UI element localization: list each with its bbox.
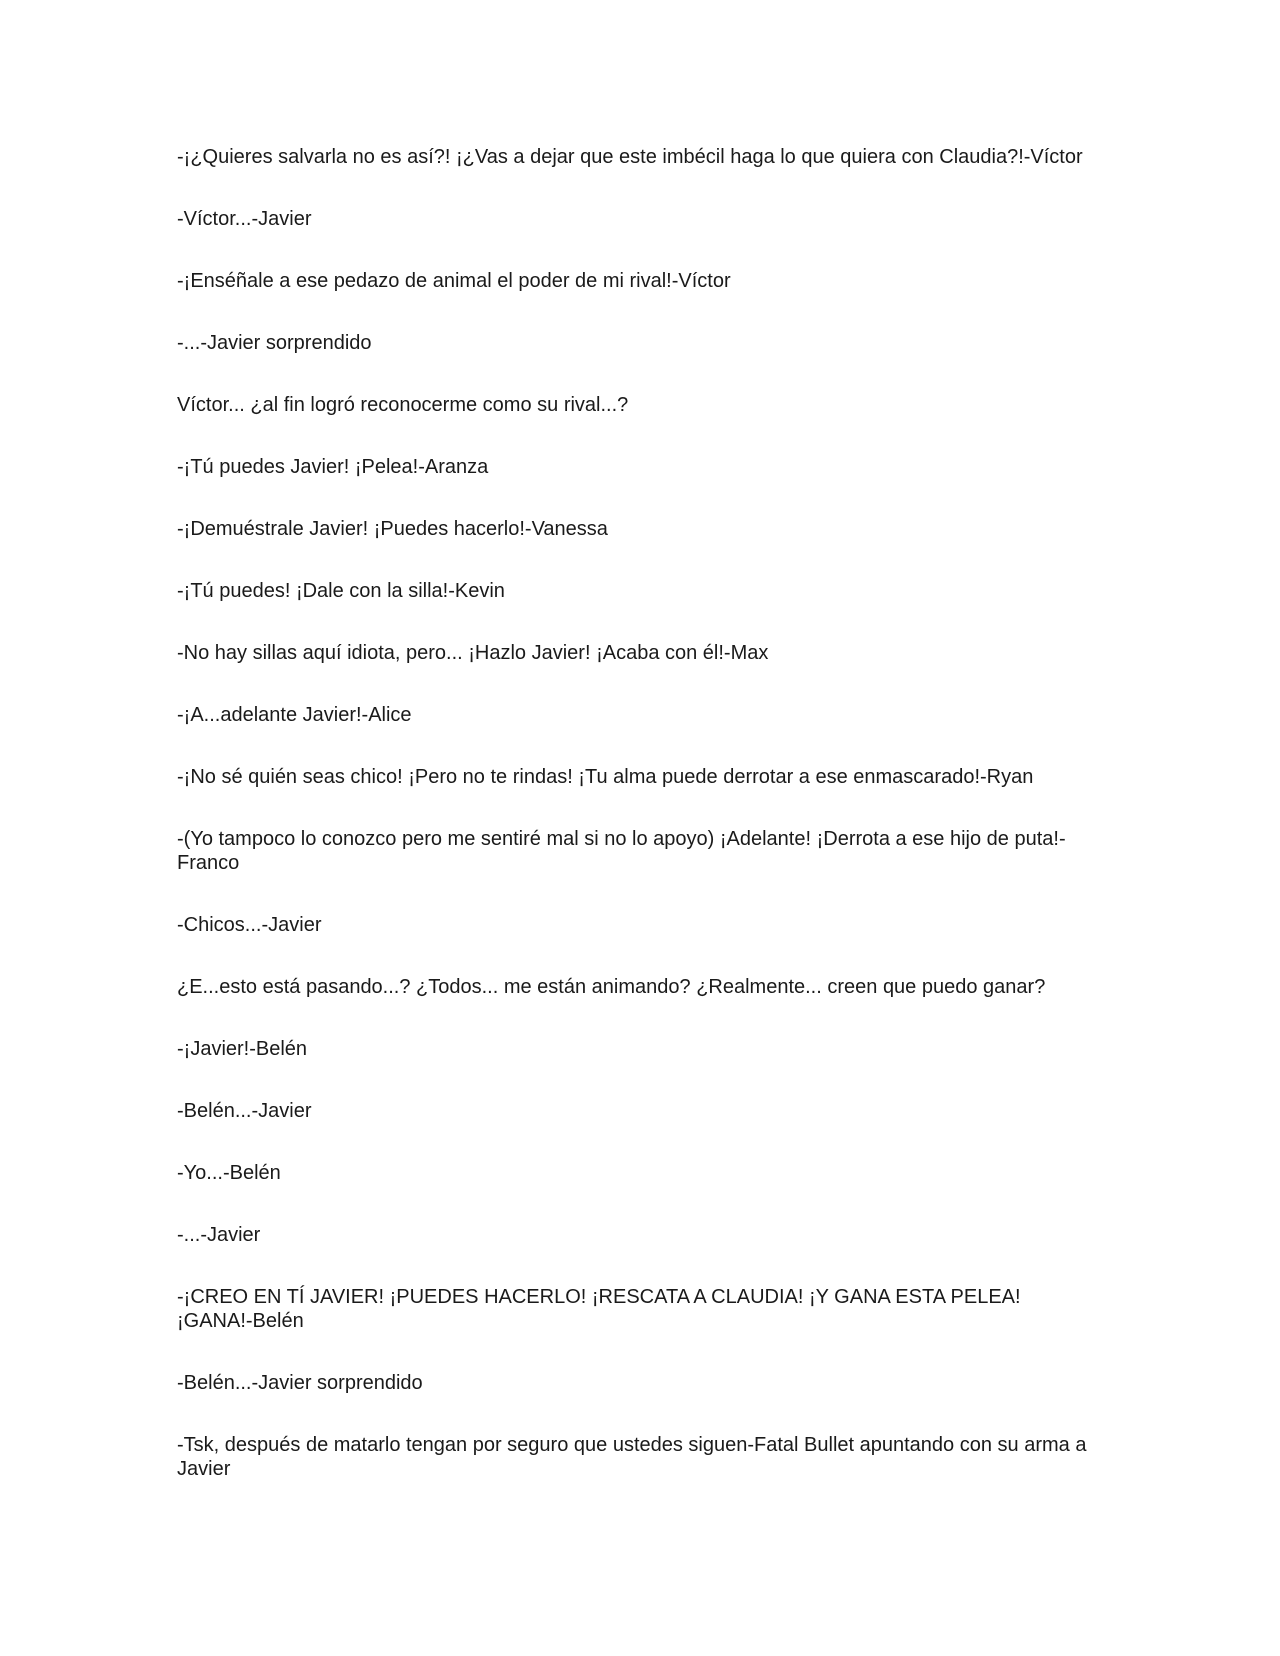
paragraph: -¡No sé quién seas chico! ¡Pero no te rindas! ¡Tu alma puede derrotar a ese enmascarado!-Ryan: [177, 766, 1034, 788]
paragraph: -¡Tú puedes Javier! ¡Pelea!-Aranza: [177, 456, 489, 478]
paragraph: -(Yo tampoco lo conozco pero me sentiré mal si no lo apoyo) ¡Adelante! ¡Derrota a ese hijo de puta!-Franco: [177, 828, 1066, 874]
paragraph: -...-Javier sorprendido: [177, 332, 372, 354]
paragraph: -Belén...-Javier: [177, 1100, 312, 1122]
paragraph: Víctor... ¿al fin logró reconocerme como su rival...?: [177, 394, 629, 416]
paragraph: -¡A...adelante Javier!-Alice: [177, 704, 412, 726]
paragraph: -...-Javier: [177, 1224, 261, 1246]
document-body: [177, 145, 1097, 1519]
paragraph: -Belén...-Javier sorprendido: [177, 1372, 423, 1394]
paragraph: -¡CREO EN TÍ JAVIER! ¡PUEDES HACERLO! ¡RESCATA A CLAUDIA! ¡Y GANA ESTA PELEA! ¡GANA!-Belén: [177, 1286, 1021, 1332]
paragraph: -Yo...-Belén: [177, 1162, 281, 1184]
paragraph: -¡Javier!-Belén: [177, 1038, 308, 1060]
paragraph: ¿E...esto está pasando...? ¿Todos... me están animando? ¿Realmente... creen que puedo ganar?: [177, 976, 1046, 998]
paragraph: -Víctor...-Javier: [177, 208, 312, 230]
paragraph: -No hay sillas aquí idiota, pero... ¡Hazlo Javier! ¡Acaba con él!-Max: [177, 642, 769, 664]
paragraph: -Tsk, después de matarlo tengan por seguro que ustedes siguen-Fatal Bullet apuntando con su arma a Javier: [177, 1434, 1087, 1480]
paragraph: -¡Demuéstrale Javier! ¡Puedes hacerlo!-Vanessa: [177, 518, 608, 540]
paragraph: -¡¿Quieres salvarla no es así?! ¡¿Vas a dejar que este imbécil haga lo que quiera con Claudia?!-Víctor: [177, 146, 1083, 168]
paragraph: -¡Tú puedes! ¡Dale con la silla!-Kevin: [177, 580, 505, 602]
paragraph: -¡Enséñale a ese pedazo de animal el poder de mi rival!-Víctor: [177, 270, 731, 292]
paragraph: -Chicos...-Javier: [177, 914, 322, 936]
